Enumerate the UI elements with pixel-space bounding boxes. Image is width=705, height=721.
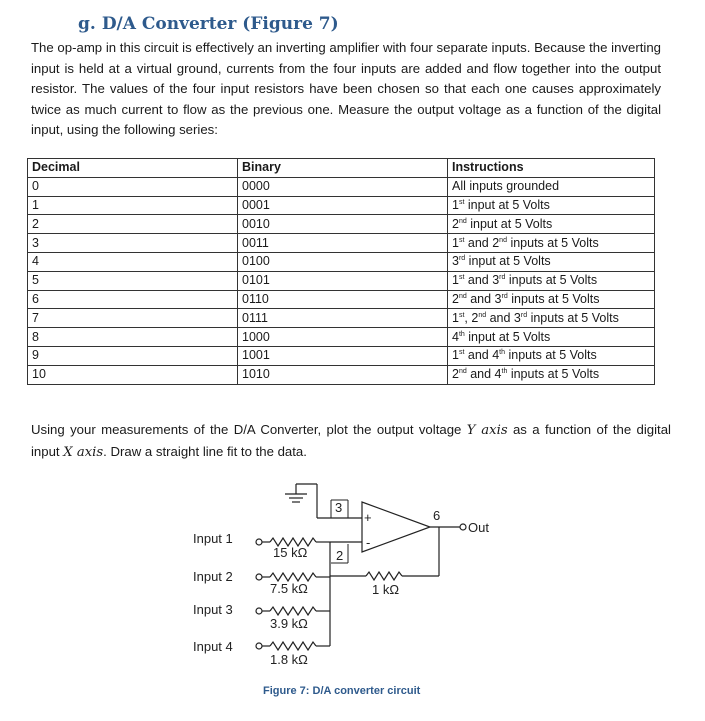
input3-resistor — [270, 607, 316, 615]
table-row — [28, 271, 655, 290]
section-title: D/A Converter (Figure 7) — [101, 14, 339, 34]
binary-cell: 0000 — [238, 177, 448, 196]
input4-resistor — [270, 642, 316, 650]
binary-cell: 0101 — [238, 271, 448, 290]
dac-table — [27, 158, 655, 385]
section-heading — [78, 14, 339, 34]
table-row — [28, 290, 655, 309]
instructions-cell: 1st and 2nd inputs at 5 Volts — [448, 234, 655, 253]
input1-label: Input 1 — [193, 531, 233, 546]
table-row — [28, 196, 655, 215]
decimal-cell: 10 — [28, 365, 238, 384]
header-binary: Binary — [238, 159, 448, 178]
input3-label: Input 3 — [193, 602, 233, 617]
r2-value: 7.5 kΩ — [270, 581, 308, 596]
instructions-cell: 3rd input at 5 Volts — [448, 252, 655, 271]
instructions-cell: 2nd and 4th inputs at 5 Volts — [448, 365, 655, 384]
table-row — [28, 234, 655, 253]
table-row — [28, 252, 655, 271]
table-row — [28, 365, 655, 384]
figure-caption: Figure 7: D/A converter circuit — [263, 685, 421, 697]
binary-cell: 0011 — [238, 234, 448, 253]
table-row — [28, 215, 655, 234]
instructions-cell: All inputs grounded — [448, 177, 655, 196]
feedback-resistor — [366, 572, 402, 580]
plus-sign: + — [364, 510, 372, 525]
decimal-cell: 9 — [28, 346, 238, 365]
binary-cell: 1010 — [238, 365, 448, 384]
binary-cell: 0111 — [238, 309, 448, 328]
instructions-cell: 2nd input at 5 Volts — [448, 215, 655, 234]
output-terminal — [460, 524, 466, 530]
binary-cell: 1000 — [238, 328, 448, 347]
r3-value: 3.9 kΩ — [270, 616, 308, 631]
table-header-row — [28, 159, 655, 178]
r4-value: 1.8 kΩ — [270, 652, 308, 667]
decimal-cell: 4 — [28, 252, 238, 271]
plot-text-3: . Draw a straight line fit to the data. — [103, 443, 307, 459]
table-row — [28, 177, 655, 196]
instructions-cell: 4th input at 5 Volts — [448, 328, 655, 347]
decimal-cell: 1 — [28, 196, 238, 215]
y-axis-label: Y axis — [466, 423, 508, 438]
opamp-triangle — [362, 502, 430, 552]
pin-3-label: 3 — [335, 500, 343, 515]
input2-terminal — [256, 574, 262, 580]
minus-sign: - — [366, 535, 371, 550]
decimal-cell: 5 — [28, 271, 238, 290]
table-row — [28, 309, 655, 328]
input1-terminal — [256, 539, 262, 545]
plot-text-2: as a function of the digital input — [31, 422, 671, 459]
decimal-cell: 3 — [28, 234, 238, 253]
input4-terminal — [256, 643, 262, 649]
r1-value: 15 kΩ — [273, 545, 308, 560]
pin-6-label: 6 — [433, 508, 441, 523]
intro-paragraph: The op-amp in this circuit is effectively an inverting amplifier with four separate inputs. Because the inverting input is held at a virtual ground, currents from the four inputs are added and flow together into the output resistor. The values of the four input resistors have been chosen so that each one causes approximately twice as much current to flow as the previous one. Measure the output voltage as a function of the digital input, using the following series: — [31, 40, 661, 137]
pin-2-label: 2 — [336, 548, 344, 563]
input2-label: Input 2 — [193, 569, 233, 584]
instructions-cell: 1st and 4th inputs at 5 Volts — [448, 346, 655, 365]
decimal-cell: 7 — [28, 309, 238, 328]
table-body — [28, 177, 655, 384]
binary-cell: 0010 — [238, 215, 448, 234]
instructions-cell: 1st, 2nd and 3rd inputs at 5 Volts — [448, 309, 655, 328]
plot-instruction — [31, 420, 671, 463]
binary-cell: 0001 — [238, 196, 448, 215]
feedback-resistor-value: 1 kΩ — [372, 582, 400, 597]
dac-circuit-diagram — [0, 470, 705, 680]
plot-text-1: Using your measurements of the D/A Converter, plot the output voltage — [31, 422, 467, 437]
binary-cell: 1001 — [238, 346, 448, 365]
table-row — [28, 328, 655, 347]
binary-cell: 0100 — [238, 252, 448, 271]
decimal-cell: 6 — [28, 290, 238, 309]
instructions-cell: 1st input at 5 Volts — [448, 196, 655, 215]
x-axis-label: X axis — [63, 444, 104, 460]
decimal-cell: 0 — [28, 177, 238, 196]
input4-label: Input 4 — [193, 639, 233, 654]
table-row — [28, 346, 655, 365]
decimal-cell: 2 — [28, 215, 238, 234]
binary-cell: 0110 — [238, 290, 448, 309]
output-label: Out — [468, 520, 489, 535]
input2-resistor — [270, 573, 316, 581]
instructions-cell: 2nd and 3rd inputs at 5 Volts — [448, 290, 655, 309]
instructions-cell: 1st and 3rd inputs at 5 Volts — [448, 271, 655, 290]
section-number: g. — [78, 14, 96, 34]
header-instructions: Instructions — [448, 159, 655, 178]
input3-terminal — [256, 608, 262, 614]
header-decimal: Decimal — [28, 159, 238, 178]
decimal-cell: 8 — [28, 328, 238, 347]
